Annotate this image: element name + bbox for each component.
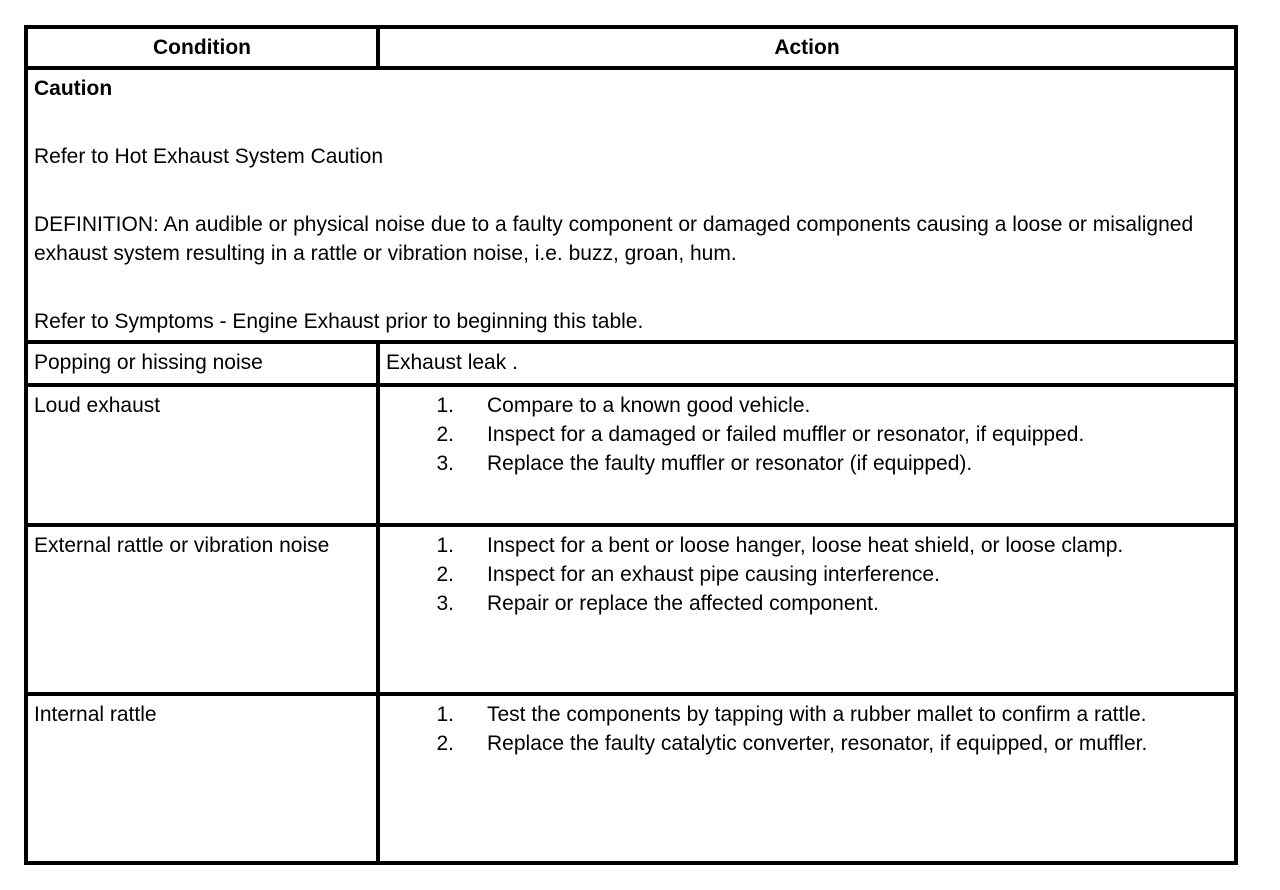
step-number: 2.: [436, 732, 454, 755]
action-cell: [378, 385, 1236, 525]
action-cell: [378, 525, 1236, 694]
step-list: [386, 391, 1228, 478]
list-item: [386, 531, 1228, 560]
step-text: Inspect for an exhaust pipe causing interference.: [487, 563, 940, 586]
step-number: 2.: [436, 423, 454, 446]
step-number: 1.: [436, 394, 454, 417]
condition-header: Condition: [26, 27, 378, 68]
table-row: [26, 525, 1236, 694]
list-item: [386, 560, 1228, 589]
step-number: 3.: [436, 592, 454, 615]
step-number: 2.: [436, 563, 454, 586]
list-item: [386, 589, 1228, 618]
step-text: Inspect for a bent or loose hanger, loose heat shield, or loose clamp.: [487, 534, 1124, 557]
condition-cell: Popping or hissing noise: [26, 342, 378, 385]
caution-row: [26, 68, 1236, 342]
symptoms-reference: Refer to Symptoms - Engine Exhaust prior to beginning this table.: [34, 310, 644, 333]
step-text: Test the components by tapping with a rubber mallet to confirm a rattle.: [487, 703, 1147, 726]
action-cell: Exhaust leak .: [378, 342, 1236, 385]
table-row: [26, 385, 1236, 525]
caution-cell: [26, 68, 1236, 342]
caution-reference: Refer to Hot Exhaust System Caution: [34, 145, 383, 168]
table-row: [26, 342, 1236, 385]
step-number: 3.: [436, 452, 454, 475]
list-item: [386, 449, 1228, 478]
list-item: [386, 391, 1228, 420]
symptom-table: [24, 25, 1238, 865]
list-item: [386, 729, 1228, 758]
caution-title: Caution: [34, 77, 113, 100]
step-list: [386, 700, 1228, 758]
condition-cell: Internal rattle: [26, 694, 378, 863]
table-row: [26, 694, 1236, 863]
step-list: [386, 531, 1228, 618]
list-item: [386, 700, 1228, 729]
step-text: Replace the faulty catalytic converter, resonator, if equipped, or muffler.: [487, 732, 1148, 755]
step-text: Replace the faulty muffler or resonator (if equipped).: [487, 452, 973, 475]
action-cell: [378, 694, 1236, 863]
step-number: 1.: [436, 703, 454, 726]
step-number: 1.: [436, 534, 454, 557]
step-text: Repair or replace the affected component.: [487, 592, 879, 615]
condition-cell: External rattle or vibration noise: [26, 525, 378, 694]
condition-cell: Loud exhaust: [26, 385, 378, 525]
step-text: Inspect for a damaged or failed muffler or resonator, if equipped.: [487, 423, 1085, 446]
header-row: [26, 27, 1236, 68]
definition-text: DEFINITION: An audible or physical noise due to a faulty component or damaged components causing a loose or misaligned exhaust system resulting in a rattle or vibration noise, i.e. buzz, groan, hum.: [34, 213, 1194, 265]
action-header: Action: [378, 27, 1236, 68]
list-item: [386, 420, 1228, 449]
step-text: Compare to a known good vehicle.: [487, 394, 811, 417]
